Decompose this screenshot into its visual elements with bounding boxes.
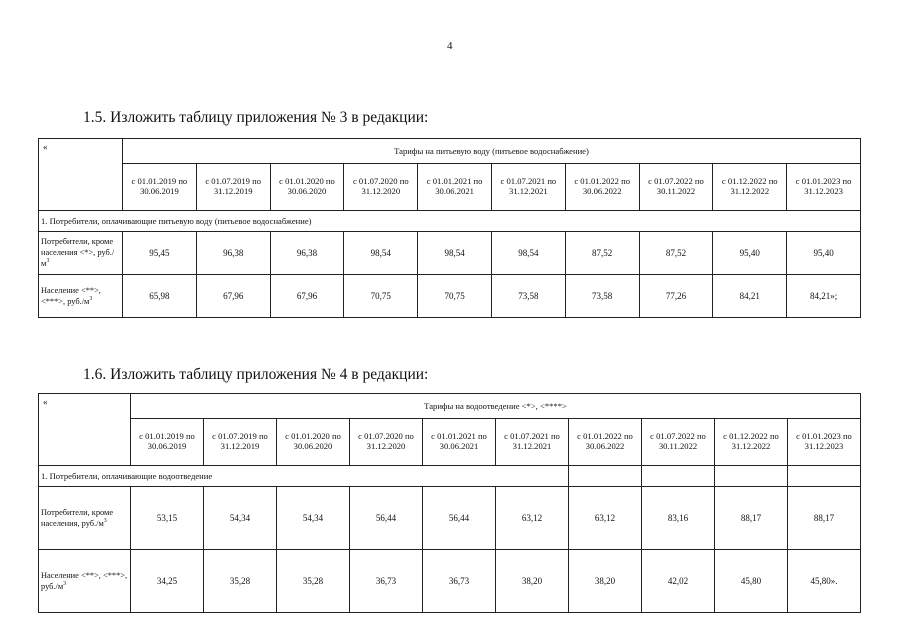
period-header: с 01.07.2020 по 31.12.2020 <box>350 419 423 466</box>
tariff-value: 73,58 <box>565 275 639 318</box>
tariff-value: 35,28 <box>204 550 277 613</box>
tariff-value: 38,20 <box>496 550 569 613</box>
tariff-value: 88,17 <box>715 487 788 550</box>
page-number: 4 <box>447 40 453 52</box>
tariff-value: 38,20 <box>569 550 642 613</box>
tariff-value: 45,80». <box>788 550 861 613</box>
period-header: с 01.07.2022 по 30.11.2022 <box>639 164 713 211</box>
period-header: с 01.01.2021 по 30.06.2021 <box>418 164 492 211</box>
period-header: с 01.01.2021 по 30.06.2021 <box>423 419 496 466</box>
drinking-water-tariff-table <box>38 138 861 318</box>
tariff-value: 95,40 <box>787 232 861 275</box>
period-header: с 01.07.2021 по 31.12.2021 <box>496 419 569 466</box>
tariff-value: 87,52 <box>639 232 713 275</box>
section-label: 1. Потребители, оплачивающие водоотведение <box>39 466 569 487</box>
period-header: с 01.01.2022 по 30.06.2022 <box>569 419 642 466</box>
tariff-value: 96,38 <box>196 232 270 275</box>
tariff-value: 35,28 <box>277 550 350 613</box>
tariff-value: 87,52 <box>565 232 639 275</box>
tariff-value: 95,40 <box>713 232 787 275</box>
table-row <box>39 232 861 275</box>
opening-quote: « <box>39 139 123 211</box>
tariff-value: 36,73 <box>423 550 496 613</box>
tariff-value: 56,44 <box>423 487 496 550</box>
tariff-value: 84,21 <box>713 275 787 318</box>
row-label: Население <**>, <***>, $руб./м^3$ <box>39 550 131 613</box>
table-row <box>39 487 861 550</box>
tariff-value: 45,80 <box>715 550 788 613</box>
tariff-value: 53,15 <box>131 487 204 550</box>
tariff-value: 56,44 <box>350 487 423 550</box>
tariff-value: 88,17 <box>788 487 861 550</box>
tariff-value: 34,25 <box>131 550 204 613</box>
period-header: с 01.07.2020 по 31.12.2020 <box>344 164 418 211</box>
tariff-value: 98,54 <box>491 232 565 275</box>
tariff-value: 65,98 <box>123 275 197 318</box>
tariff-value: 96,38 <box>270 232 344 275</box>
period-header: с 01.01.2022 по 30.06.2022 <box>565 164 639 211</box>
period-header: с 01.01.2019 по 30.06.2019 <box>123 164 197 211</box>
tariff-value: 73,58 <box>491 275 565 318</box>
tariff-value: 98,54 <box>344 232 418 275</box>
tariff-value: 54,34 <box>204 487 277 550</box>
table-row <box>39 550 861 613</box>
tariff-value: 95,45 <box>123 232 197 275</box>
period-header: с 01.01.2020 по 30.06.2020 <box>277 419 350 466</box>
tariff-value: 70,75 <box>418 275 492 318</box>
tariff-value: 42,02 <box>642 550 715 613</box>
tariff-value: 36,73 <box>350 550 423 613</box>
tariff-value: 84,21»; <box>787 275 861 318</box>
empty-cell <box>788 466 861 487</box>
row-label: Население <**>, <***>, $руб./м^3$ <box>39 275 123 318</box>
row-label: Потребители, кроме населения, $руб./м^3$ <box>39 487 131 550</box>
section-1-6-heading: 1.6. Изложить таблицу приложения № 4 в редакции: <box>83 366 429 383</box>
period-header: с 01.01.2023 по 31.12.2023 <box>787 164 861 211</box>
tariff-value: 63,12 <box>496 487 569 550</box>
period-header: с 01.12.2022 по 31.12.2022 <box>713 164 787 211</box>
tariff-value: 67,96 <box>196 275 270 318</box>
period-header: с 01.01.2020 по 30.06.2020 <box>270 164 344 211</box>
row-label: Потребители, кроме населения <*>, $руб./м^3$ <box>39 232 123 275</box>
tariff-value: 70,75 <box>344 275 418 318</box>
period-header: с 01.07.2022 по 30.11.2022 <box>642 419 715 466</box>
group-header: Тарифы на водоотведение <*>, <****> <box>131 394 861 419</box>
period-header: с 01.07.2021 по 31.12.2021 <box>491 164 565 211</box>
period-header: с 01.01.2019 по 30.06.2019 <box>131 419 204 466</box>
tariff-value: 63,12 <box>569 487 642 550</box>
tariff-value: 67,96 <box>270 275 344 318</box>
table-row <box>39 275 861 318</box>
opening-quote: « <box>39 394 131 466</box>
period-header: с 01.07.2019 по 31.12.2019 <box>196 164 270 211</box>
period-header: с 01.01.2023 по 31.12.2023 <box>788 419 861 466</box>
section-label: 1. Потребители, оплачивающие питьевую воду (питьевое водоснабжение) <box>39 211 861 232</box>
tariff-value: 98,54 <box>418 232 492 275</box>
wastewater-tariff-table <box>38 393 861 613</box>
period-header: с 01.12.2022 по 31.12.2022 <box>715 419 788 466</box>
period-header: с 01.07.2019 по 31.12.2019 <box>204 419 277 466</box>
empty-cell <box>715 466 788 487</box>
section-1-5-heading: 1.5. Изложить таблицу приложения № 3 в редакции: <box>83 109 429 126</box>
group-header: Тарифы на питьевую воду (питьевое водоснабжение) <box>123 139 861 164</box>
tariff-value: 77,26 <box>639 275 713 318</box>
tariff-value: 54,34 <box>277 487 350 550</box>
empty-cell <box>642 466 715 487</box>
empty-cell <box>569 466 642 487</box>
tariff-value: 83,16 <box>642 487 715 550</box>
